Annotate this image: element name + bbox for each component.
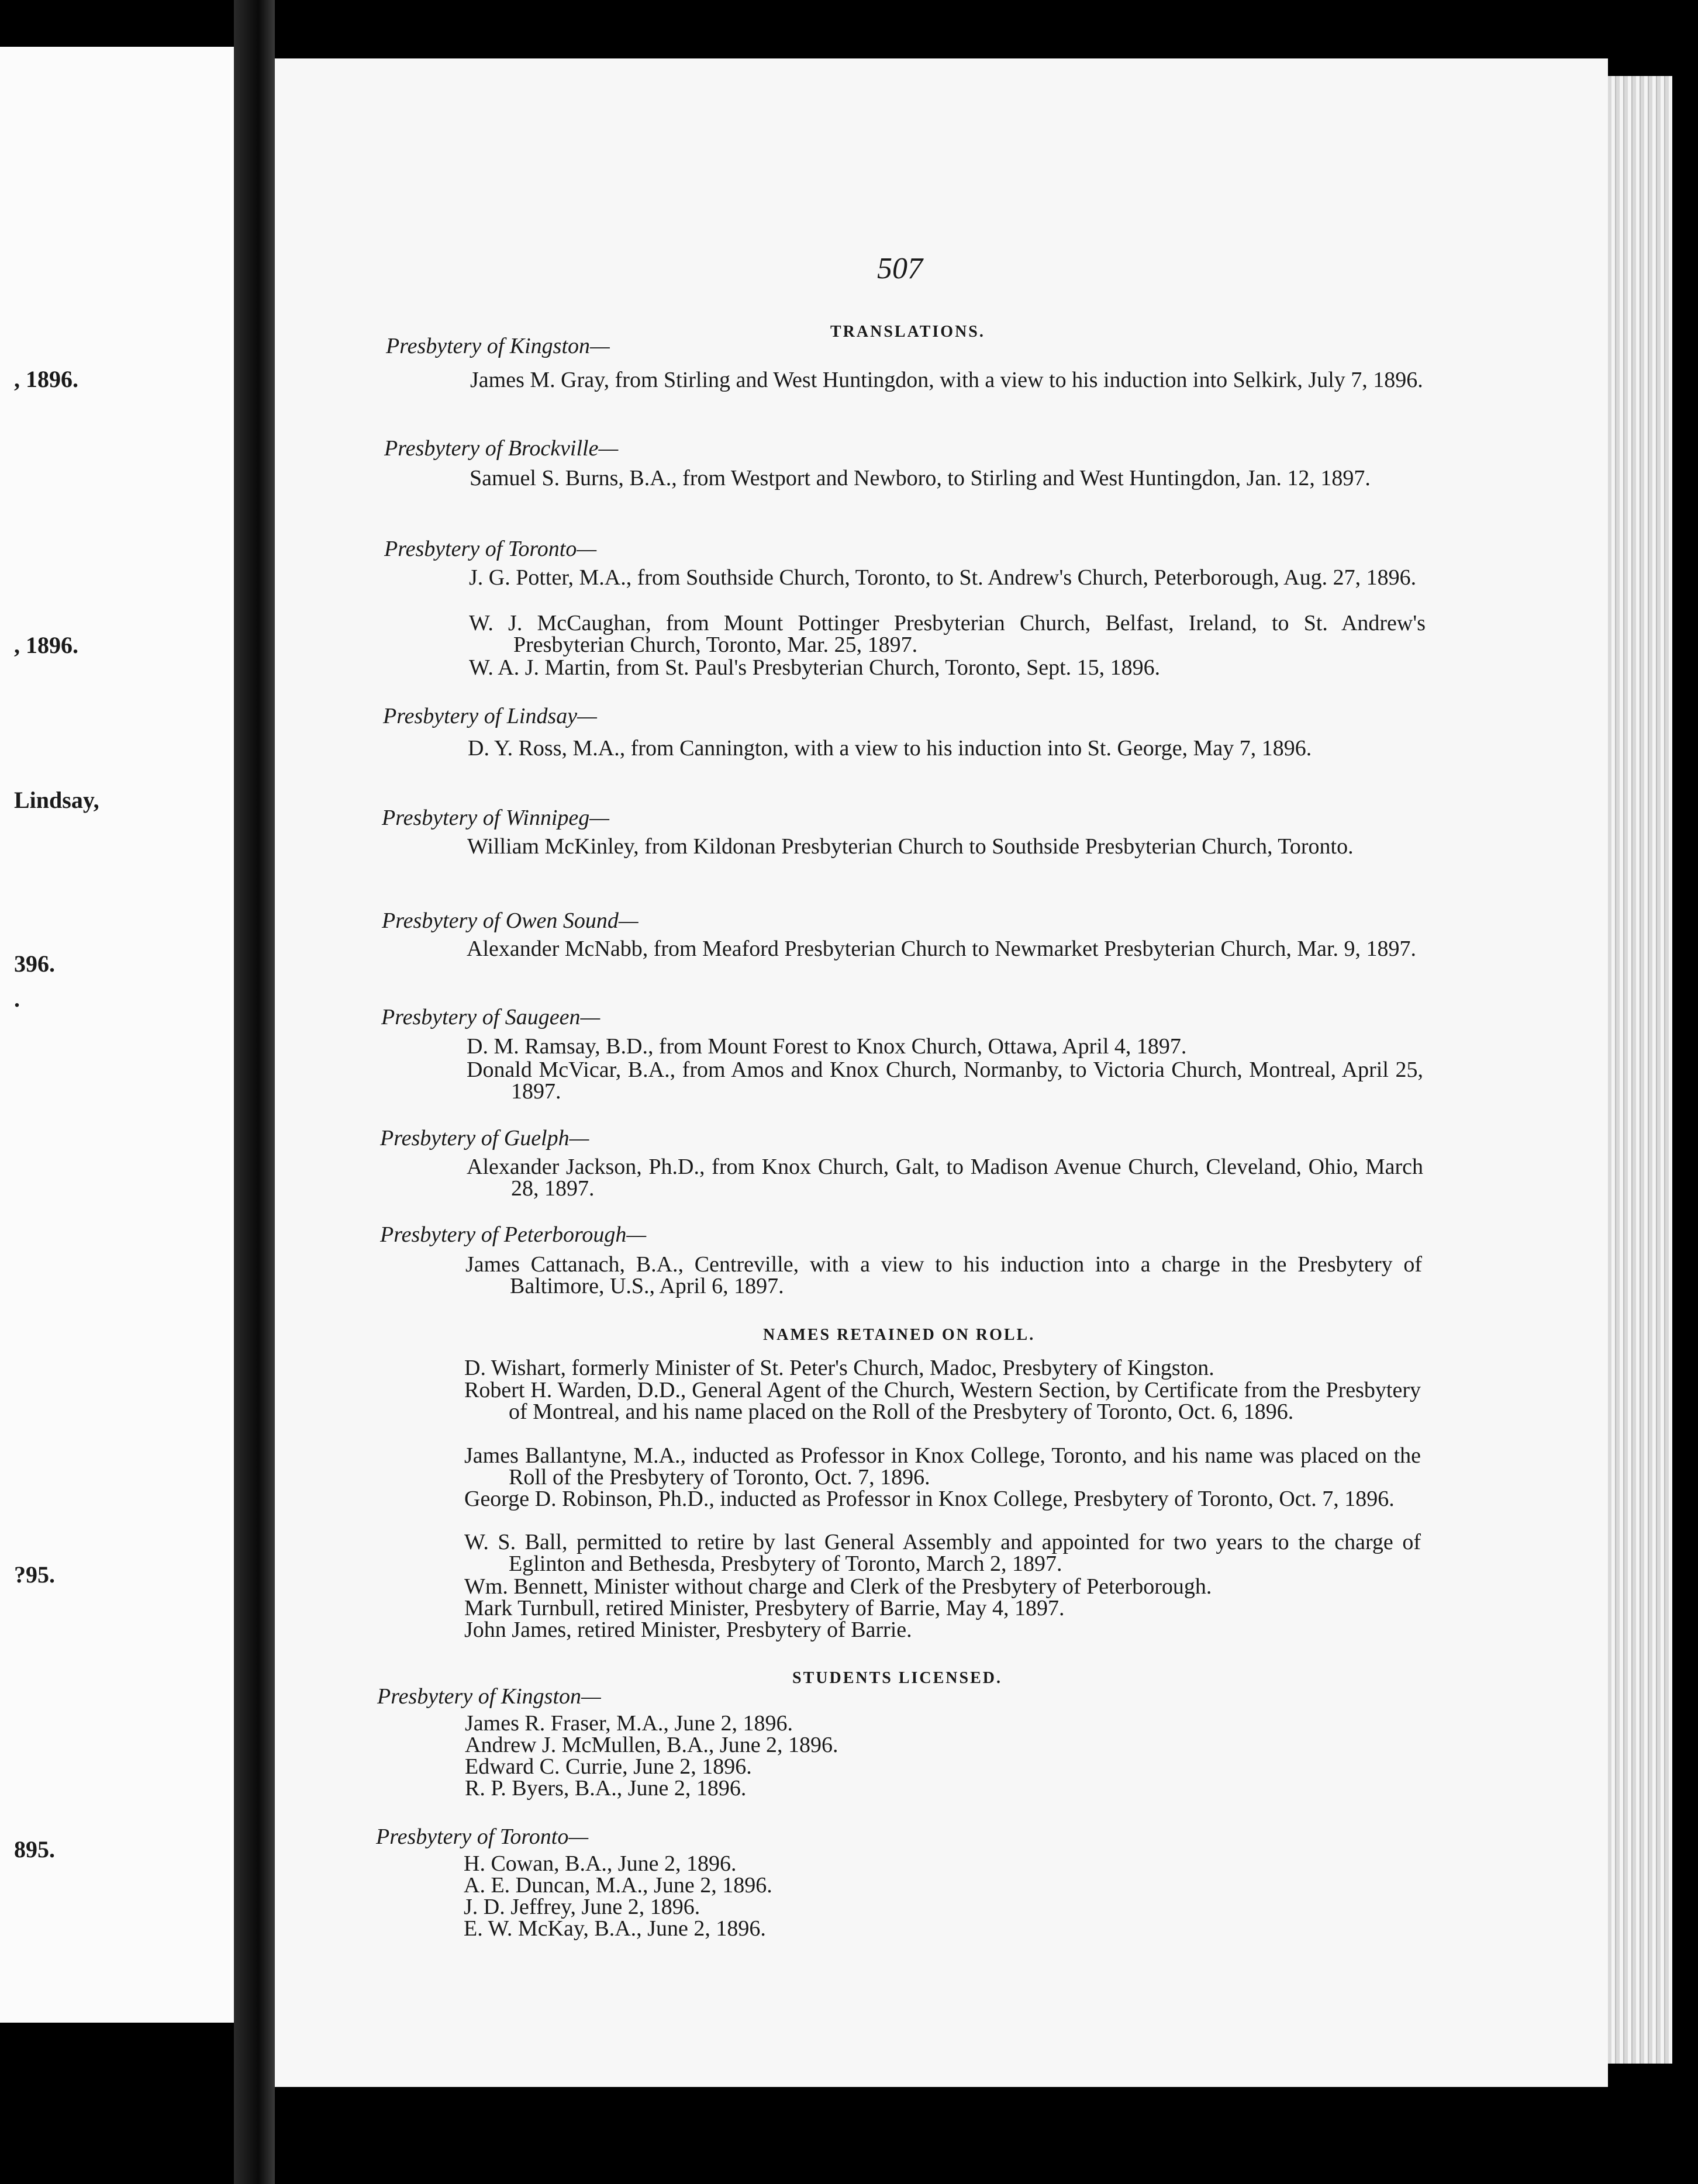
- presbytery-heading: Presbytery of Peterborough—: [380, 1222, 647, 1247]
- presbytery-heading: Presbytery of Guelph—: [380, 1126, 589, 1150]
- student-entry: J. D. Jeffrey, June 2, 1896.: [464, 1895, 700, 1919]
- presbytery-heading: Presbytery of Kingston—: [386, 334, 610, 358]
- presbytery-heading: Presbytery of Saugeen—: [381, 1005, 600, 1029]
- translation-entry: Samuel S. Burns, B.A., from Westport and Newboro, to Stirling and West Huntingdon, Jan. 12, 1897.: [470, 466, 1371, 490]
- translation-entry: James Cattanach, B.A., Centreville, with a view to his induction into a charge in the Presbytery of Baltimore, U.S., April 6, 1897.: [465, 1252, 1422, 1298]
- retained-entry: W. S. Ball, permitted to retire by last General Assembly and appointed for two years to the charge of Eglinton and Bethesda, Presbytery of Toronto, March 2, 1897.: [464, 1530, 1421, 1576]
- presbytery-heading: Presbytery of Toronto—: [376, 1824, 589, 1849]
- translation-entry: J. G. Potter, M.A., from Southside Church, Toronto, to St. Andrew's Church, Peterborough, Aug. 27, 1896.: [469, 565, 1417, 590]
- translation-entry: Alexander Jackson, Ph.D., from Knox Church, Galt, to Madison Avenue Church, Cleveland, Ohio, March 28, 1897.: [467, 1155, 1423, 1201]
- book-gutter: [234, 0, 275, 2184]
- retained-entry: James Ballantyne, M.A., inducted as Professor in Knox College, Toronto, and his name was placed on the Roll of the Presbytery of Toronto, Oct. 7, 1896.: [464, 1443, 1421, 1490]
- left-page-fragment: ?95.: [14, 1561, 55, 1588]
- section-heading-translations: TRANSLATIONS.: [830, 323, 985, 341]
- left-page-fragment: .: [14, 986, 20, 1012]
- presbytery-heading: Presbytery of Kingston—: [377, 1684, 601, 1709]
- presbytery-heading: Presbytery of Winnipeg—: [382, 806, 610, 830]
- translation-entry: D. Y. Ross, M.A., from Cannington, with a view to his induction into St. George, May 7, 1896.: [468, 736, 1312, 761]
- left-page-fragment: 895.: [14, 1836, 55, 1862]
- left-page-fragment: , 1896.: [14, 632, 78, 658]
- translation-entry: William McKinley, from Kildonan Presbyterian Church to Southside Presbyterian Church, Toronto.: [467, 834, 1354, 859]
- page-edges: [1608, 76, 1672, 2064]
- left-page-fragment: 396.: [14, 951, 55, 977]
- student-entry: R. P. Byers, B.A., June 2, 1896.: [465, 1776, 747, 1801]
- left-page: [0, 47, 234, 2023]
- retained-entry: George D. Robinson, Ph.D., inducted as Professor in Knox College, Presbytery of Toronto, Oct. 7, 1896.: [464, 1487, 1395, 1511]
- presbytery-heading: Presbytery of Lindsay—: [383, 704, 597, 728]
- left-page-fragment: , 1896.: [14, 366, 78, 392]
- presbytery-heading: Presbytery of Toronto—: [384, 537, 597, 561]
- presbytery-heading: Presbytery of Brockville—: [384, 436, 619, 461]
- translation-entry: W. A. J. Martin, from St. Paul's Presbyterian Church, Toronto, Sept. 15, 1896.: [469, 655, 1161, 680]
- translation-entry: James M. Gray, from Stirling and West Huntingdon, with a view to his induction into Selkirk, July 7, 1896.: [470, 368, 1423, 392]
- translation-entry: W. J. McCaughan, from Mount Pottinger Presbyterian Church, Belfast, Ireland, to St. Andrew's Presbyterian Church, Toronto, Mar. 25, 1897.: [469, 611, 1426, 657]
- translation-entry: Donald McVicar, B.A., from Amos and Knox Church, Normanby, to Victoria Church, Montreal, April 25, 1897.: [467, 1058, 1423, 1104]
- student-entry: Andrew J. McMullen, B.A., June 2, 1896.: [465, 1733, 838, 1757]
- retained-entry: Mark Turnbull, retired Minister, Presbytery of Barrie, May 4, 1897.: [464, 1596, 1065, 1620]
- page-number: 507: [877, 252, 923, 285]
- retained-entry: Wm. Bennett, Minister without charge and Clerk of the Presbytery of Peterborough.: [464, 1574, 1212, 1599]
- presbytery-heading: Presbytery of Owen Sound—: [382, 908, 639, 933]
- student-entry: James R. Fraser, M.A., June 2, 1896.: [465, 1711, 793, 1736]
- student-entry: A. E. Duncan, M.A., June 2, 1896.: [464, 1873, 772, 1898]
- section-heading-names-retained: NAMES RETAINED ON ROLL.: [763, 1326, 1036, 1344]
- retained-entry: D. Wishart, formerly Minister of St. Peter's Church, Madoc, Presbytery of Kingston.: [464, 1356, 1214, 1380]
- retained-entry: Robert H. Warden, D.D., General Agent of the Church, Western Section, by Certificate from the Presbytery of Montreal, and his name placed on the Roll of the Presbytery of Toronto, Oct. 6, 1896.: [464, 1378, 1421, 1424]
- section-heading-students-licensed: STUDENTS LICENSED.: [792, 1669, 1002, 1687]
- student-entry: E. W. McKay, B.A., June 2, 1896.: [464, 1916, 766, 1941]
- student-entry: Edward C. Currie, June 2, 1896.: [465, 1754, 752, 1779]
- retained-entry: John James, retired Minister, Presbytery of Barrie.: [464, 1618, 912, 1642]
- translation-entry: Alexander McNabb, from Meaford Presbyterian Church to Newmarket Presbyterian Church, Mar. 9, 1897.: [467, 937, 1417, 961]
- translation-entry: D. M. Ramsay, B.D., from Mount Forest to Knox Church, Ottawa, April 4, 1897.: [467, 1034, 1187, 1059]
- left-page-fragment: Lindsay,: [14, 787, 99, 813]
- student-entry: H. Cowan, B.A., June 2, 1896.: [464, 1851, 737, 1876]
